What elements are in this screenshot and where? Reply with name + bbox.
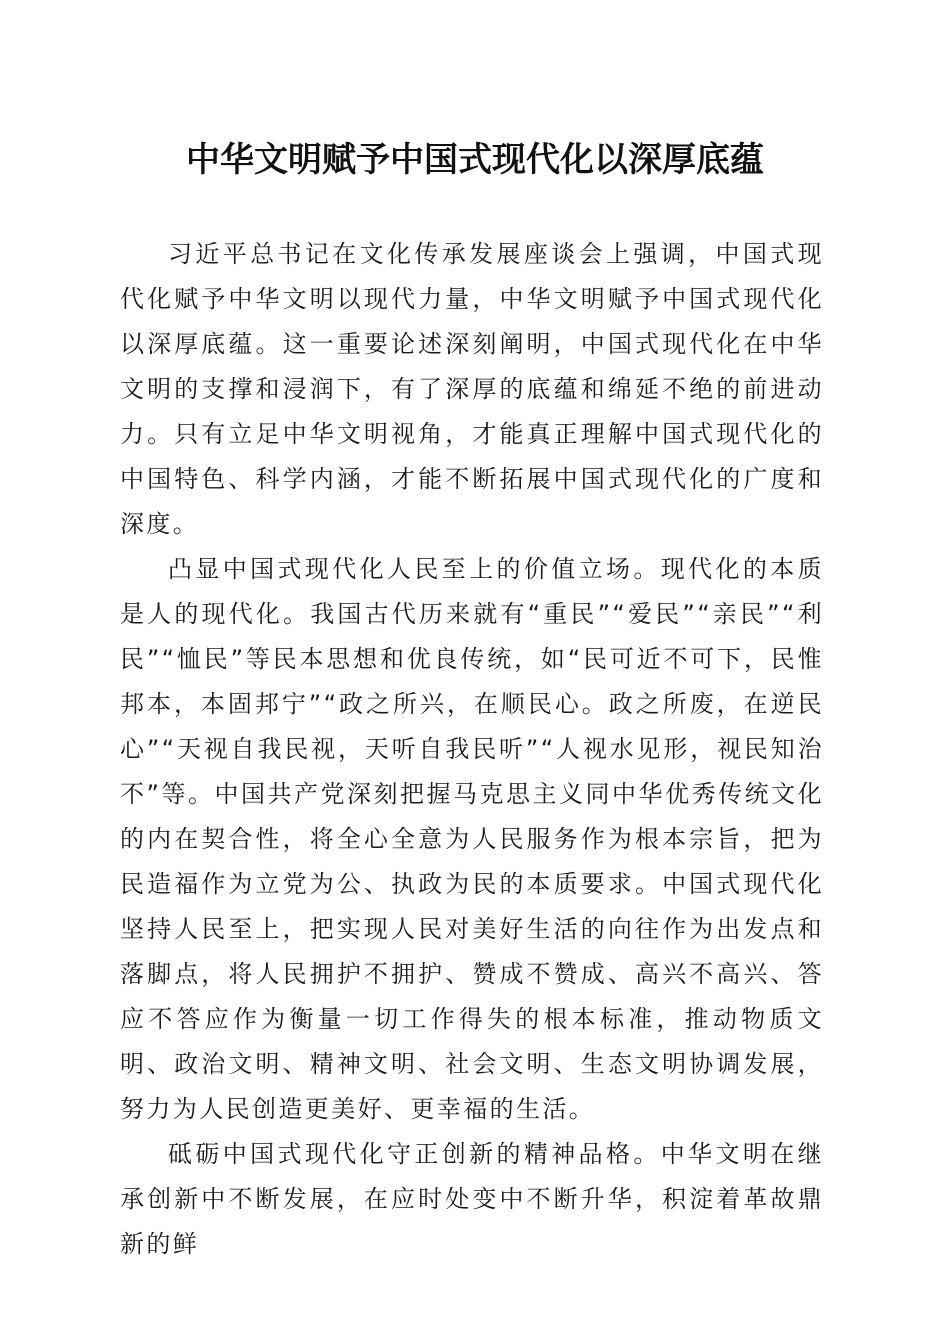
document-title: 中华文明赋予中国式现代化以深厚底蕴 bbox=[186, 140, 764, 180]
paragraph-intro: 习近平总书记在文化传承发展座谈会上强调，中国式现代化赋予中华文明以现代力量，中华文明赋予中国式现代化以深厚底蕴。这一重要论述深刻阐明，中国式现代化在中华文明的支撑和浸润下，有了深厚的底蕴和绵延不绝的前进动力。只有立足中华文明视角，才能真正理解中国式现代化的中国特色、科学内涵，才能不断拓展中国式现代化的广度和深度。 bbox=[120, 240, 824, 538]
paragraph-people-first: 凸显中国式现代化人民至上的价值立场。现代化的本质是人的现代化。我国古代历来就有“重民”“爱民”“亲民”“利民”“恤民”等民本思想和优良传统，如“民可近不可下，民惟邦本，本固邦宁”“政之所兴，在顺民心。政之所废，在逆民心”“天视自我民视，天听自我民听”“人视水见形，视民知治不”等。中国共产党深刻把握马克思主义同中华优秀传统文化的内在契合性，将全心全意为人民服务作为根本宗旨，把为民造福作为立党为公、执政为民的本质要求。中国式现代化坚持人民至上，把实现人民对美好生活的向往作为出发点和落脚点，将人民拥护不拥护、赞成不赞成、高兴不高兴、答应不答应作为衡量一切工作得失的根本标准，推动物质文明、政治文明、精神文明、社会文明、生态文明协调发展，努力为人民创造更美好、更幸福的生活。 bbox=[120, 555, 824, 1123]
document-body bbox=[120, 232, 824, 1267]
paragraph-innovation: 砥砺中国式现代化守正创新的精神品格。中华文明在继承创新中不断发展，在应时处变中不断升华，积淀着革故鼎新的鲜 bbox=[120, 1140, 824, 1258]
